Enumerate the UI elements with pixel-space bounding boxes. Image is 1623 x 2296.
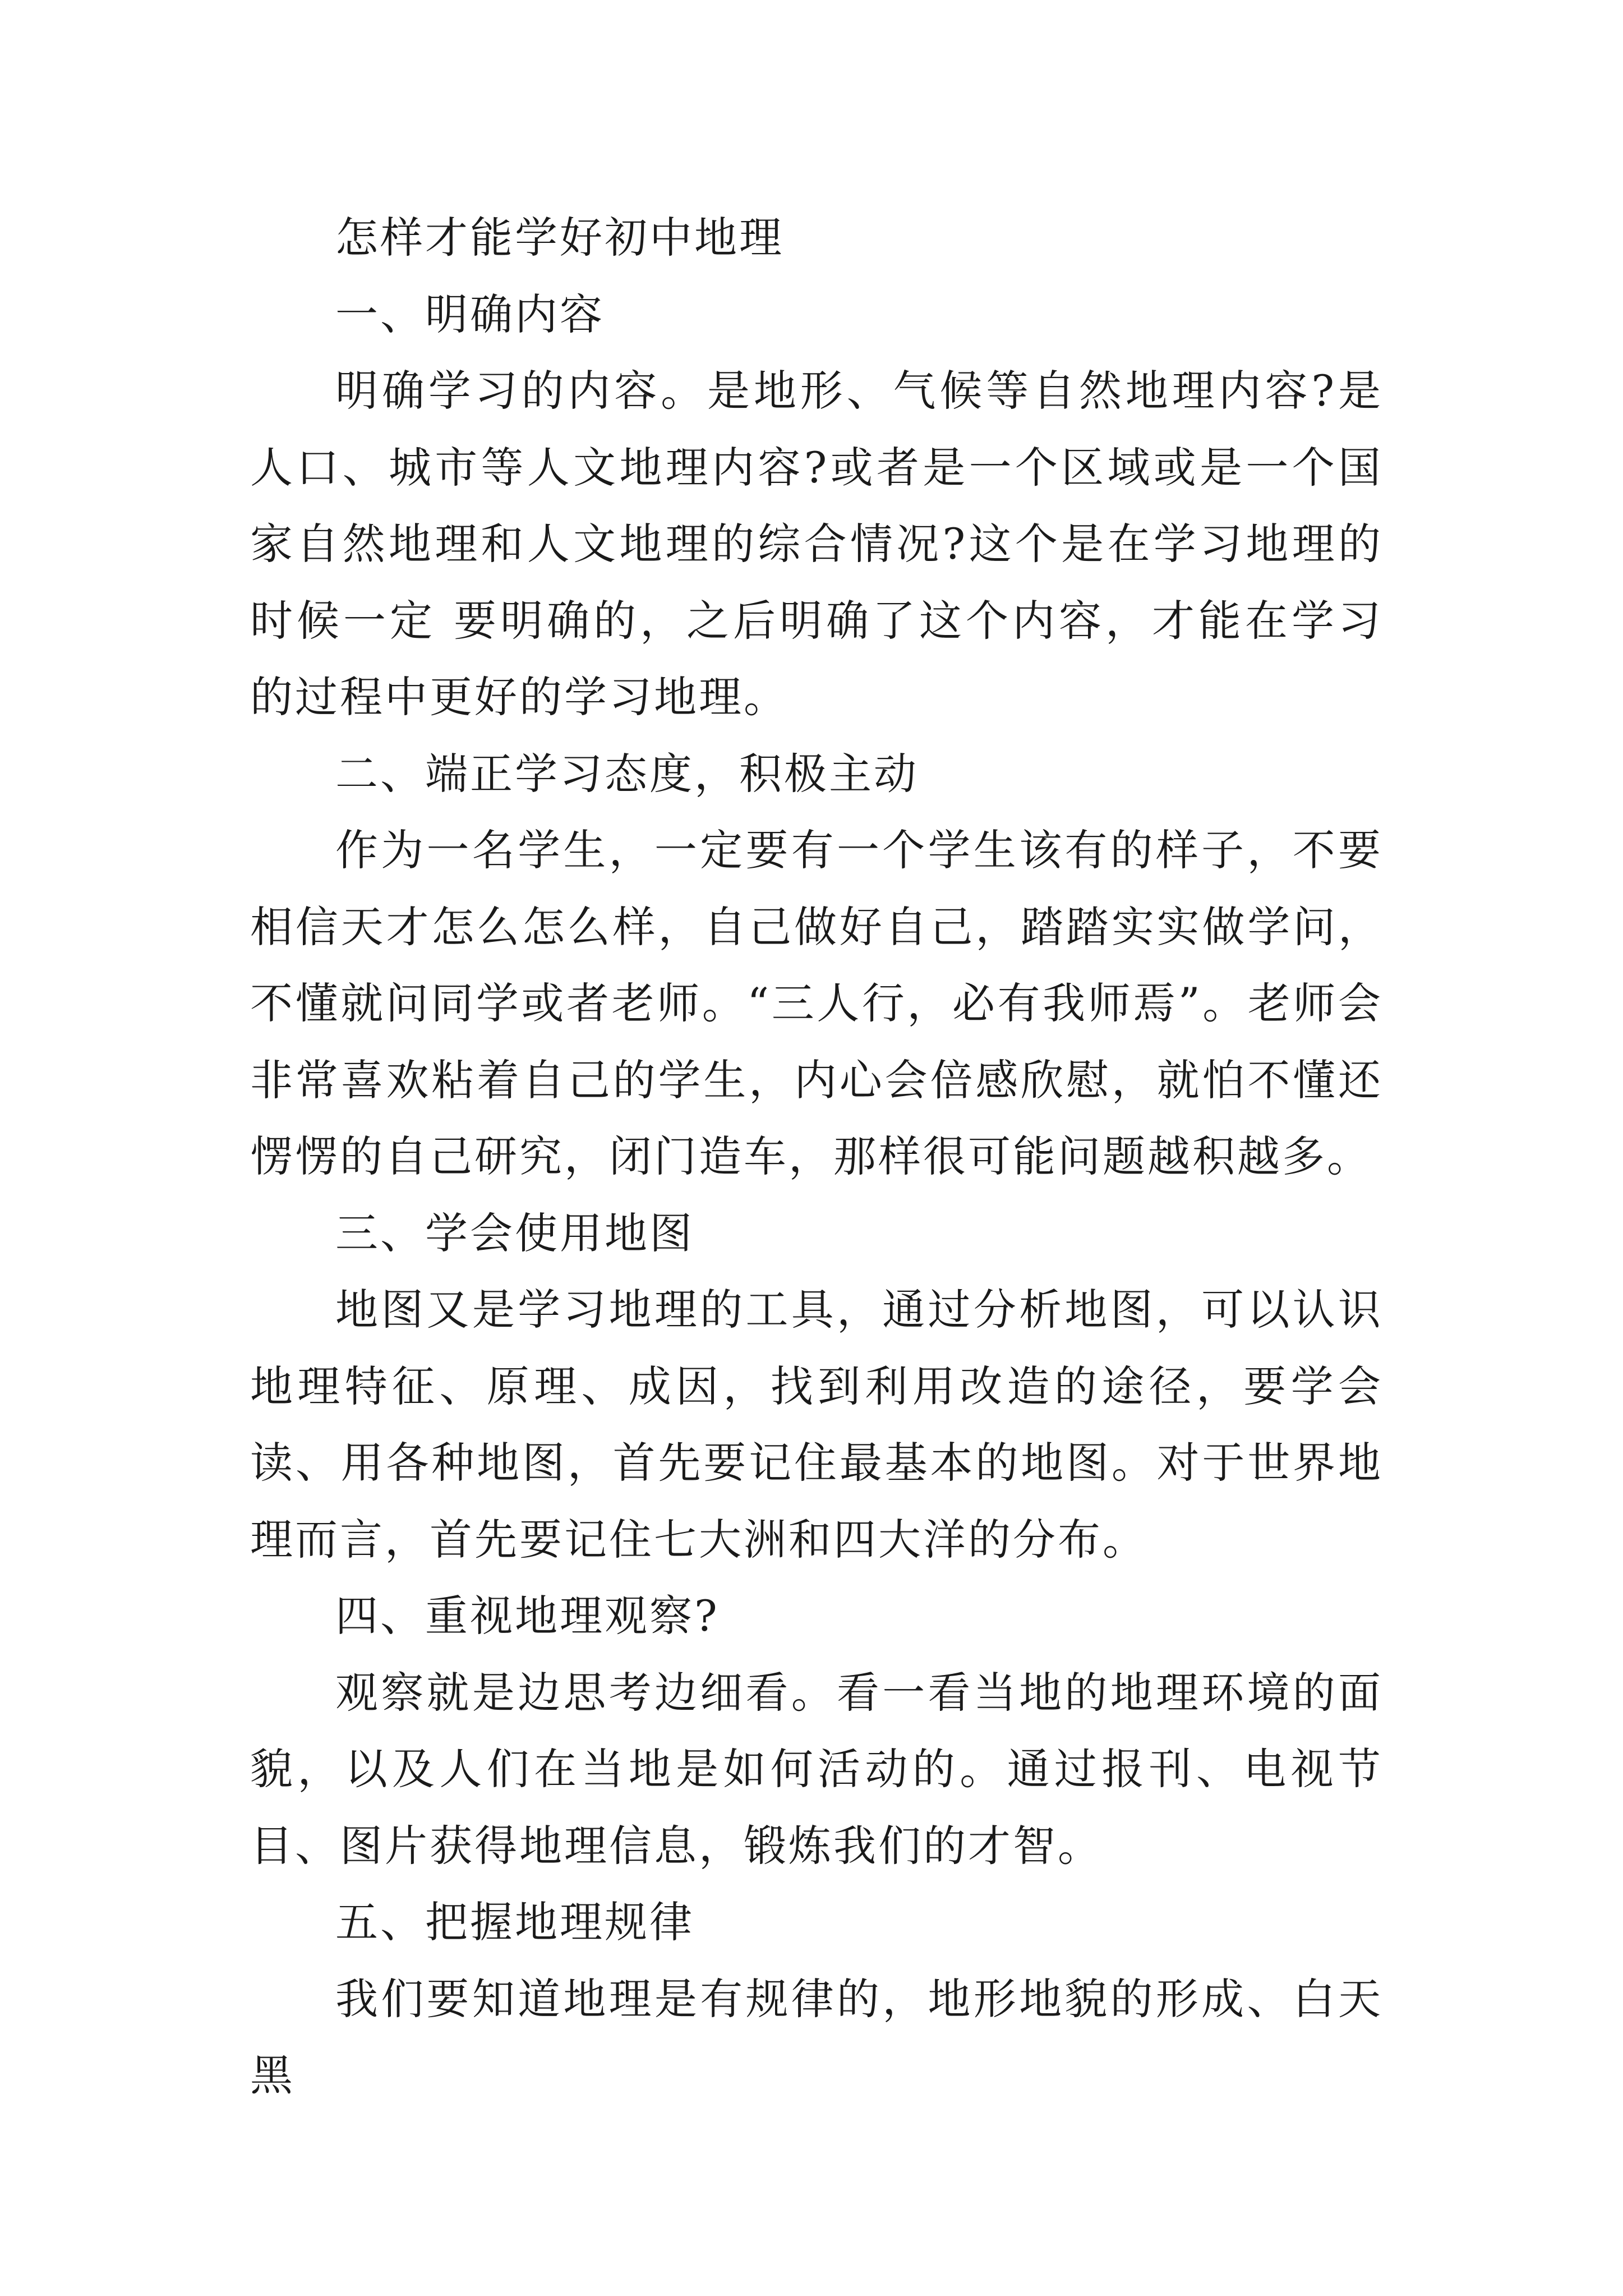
section-paragraph-5: 我们要知道地理是有规律的，地形地貌的形成、白天黑 bbox=[250, 1973, 1383, 2100]
section-paragraph-4: 观察就是边思考边细看。看一看当地的地理环境的面貌，以及人们在当地是如何活动的。通过报刊、电视节目、图片获得地理信息，锻炼我们的才智。 bbox=[250, 1667, 1383, 1871]
section-paragraph-1: 明确学习的内容。是地形、气候等自然地理内容?是人口、城市等人文地理内容?或者是一个区域或是一个国家自然地理和人文地理的综合情况?这个是在学习地理的时候一定 要明确的，之后明确了这个内容，才能在学习的过程中更好的学习地理。 bbox=[250, 366, 1383, 722]
document-title: 怎样才能学好初中地理 bbox=[335, 213, 784, 263]
section-heading-2: 二、端正学习态度，积极主动 bbox=[335, 748, 919, 799]
section-heading-4: 四、重视地理观察? bbox=[335, 1591, 720, 1641]
section-paragraph-3: 地图又是学习地理的工具，通过分析地图，可以认识地理特征、原理、成因，找到利用改造的途径，要学会读、用各种地图，首先要记住最基本的地图。对于世界地理而言，首先要记住七大洲和四大洋的分布。 bbox=[250, 1285, 1383, 1565]
document-body bbox=[250, 200, 1383, 2114]
section-heading-3: 三、学会使用地图 bbox=[335, 1208, 694, 1258]
section-paragraph-2: 作为一名学生，一定要有一个学生该有的样子，不要相信天才怎么怎么样，自己做好自己，踏踏实实做学问，不懂就问同学或者老师。“三人行，必有我师焉”。老师会非常喜欢粘着自己的学生，内心会倍感欣慰，就怕不懂还愣愣的自己研究，闭门造车，那样很可能问题越积越多。 bbox=[250, 825, 1383, 1181]
section-heading-5: 五、把握地理规律 bbox=[335, 1897, 694, 1947]
section-heading-1: 一、明确内容 bbox=[335, 289, 605, 339]
